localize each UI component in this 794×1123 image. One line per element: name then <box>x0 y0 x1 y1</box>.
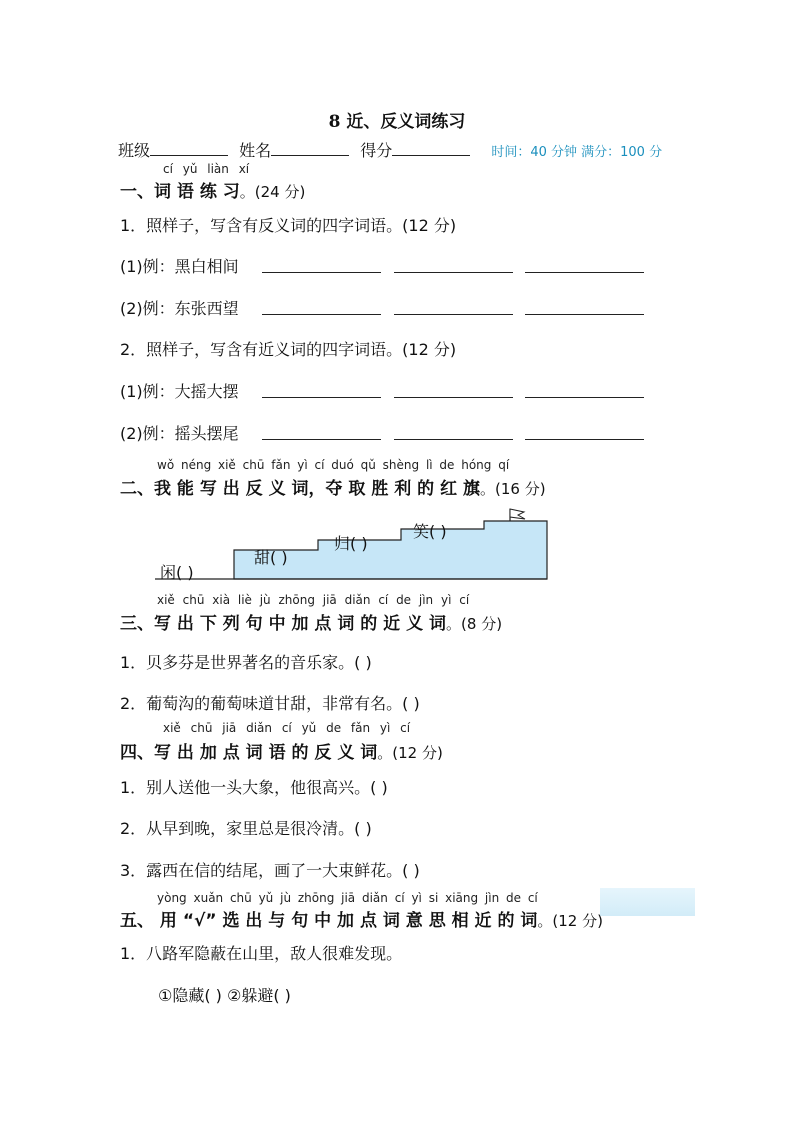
s3-pinyin: xiě chū xià liè jù zhōng jiā diǎn cí de jìn yì cí <box>157 593 470 607</box>
s3-q2[interactable]: 2．葡萄沟的葡萄味道甘甜，非常有名。( ) <box>120 694 420 713</box>
time-info: 时间：40 分钟 满分：100 分 <box>491 145 663 160</box>
s1-q2: 2．照样子，写含有近义词的四字词语。(12 分) <box>120 340 457 359</box>
answer-line[interactable] <box>262 272 381 273</box>
s2-pinyin: wǒ néng xiě chū fǎn yì cí duó qǔ shèng lì de hóng qí <box>157 458 510 472</box>
s5-score: 。(12 分) <box>537 912 603 930</box>
s1-q1a: (1)例：黑白相间 <box>120 257 239 276</box>
answer-line[interactable] <box>262 397 381 398</box>
s4-q2[interactable]: 2．从早到晚，家里总是很冷清。( ) <box>120 819 372 838</box>
s4-heading-text: 四、写 出 加 点 词 语 的 反 义 词 <box>120 743 378 763</box>
name-field[interactable] <box>271 141 349 156</box>
answer-line[interactable] <box>394 272 513 273</box>
answer-line[interactable] <box>525 272 644 273</box>
answer-line[interactable] <box>394 439 513 440</box>
answer-line[interactable] <box>525 397 644 398</box>
s1-q1b: (2)例：东张西望 <box>120 299 239 318</box>
s4-q1[interactable]: 1．别人送他一头大象，他很高兴。( ) <box>120 778 388 797</box>
score-label: 得分 <box>360 141 393 160</box>
s2-heading-text: 二、我 能 写 出 反 义 词，夺 取 胜 利 的 红 旗 <box>120 479 481 499</box>
s2-heading <box>120 474 546 499</box>
answer-line[interactable] <box>394 397 513 398</box>
step-3[interactable]: 归( ) <box>334 534 368 553</box>
s1-q2b: (2)例：摇头摆尾 <box>120 424 239 443</box>
s1-q2a: (1)例：大摇大摆 <box>120 382 239 401</box>
page-title: 8 近、反义词练习 <box>328 112 466 132</box>
score-field[interactable] <box>392 141 470 156</box>
step-2[interactable]: 甜( ) <box>254 548 288 567</box>
s3-heading-text: 三、写 出 下 列 句 中 加 点 词 的 近 义 词 <box>120 614 447 634</box>
answer-line[interactable] <box>262 314 381 315</box>
s5-heading <box>120 906 603 931</box>
s5-heading-text: 五、 用 “√” 选 出 与 句 中 加 点 词 意 思 相 近 的 词 <box>120 911 538 931</box>
s2-score: 。(16 分) <box>480 480 546 498</box>
s1-heading-text: 一、词 语 练 习 <box>120 182 240 202</box>
s1-heading <box>120 177 305 202</box>
s3-score: 。(8 分) <box>446 615 503 633</box>
s4-pinyin: xiě chū jiā diǎn cí yǔ de fǎn yì cí <box>163 721 411 735</box>
answer-line[interactable] <box>394 314 513 315</box>
answer-line[interactable] <box>525 439 644 440</box>
answer-line[interactable] <box>525 314 644 315</box>
s4-q3[interactable]: 3．露西在信的结尾，画了一大束鲜花。( ) <box>120 861 420 880</box>
s4-heading <box>120 738 443 763</box>
s3-q1[interactable]: 1．贝多芬是世界著名的音乐家。( ) <box>120 653 372 672</box>
decorative-wave <box>600 888 695 916</box>
s5-q1: 1．八路军隐蔽在山里，敌人很难发现。 <box>120 944 403 963</box>
exam-meta <box>118 138 662 161</box>
s1-score: 。(24 分) <box>239 183 306 201</box>
s4-score: 。(12 分) <box>377 744 443 762</box>
s5-options[interactable]: ①隐藏( ) ②躲避( ) <box>158 986 291 1005</box>
flag-icon <box>510 509 525 519</box>
step-1[interactable]: 闲( ) <box>160 563 194 582</box>
s5-pinyin: yòng xuǎn chū yǔ jù zhōng jiā diǎn cí yì si xiāng jìn de cí <box>157 891 538 905</box>
s1-pinyin: cí yǔ liàn xí <box>163 162 250 176</box>
class-field[interactable] <box>150 141 228 156</box>
answer-line[interactable] <box>262 439 381 440</box>
s3-heading <box>120 609 502 634</box>
s1-q1: 1．照样子，写含有反义词的四字词语。(12 分) <box>120 216 457 235</box>
step-4[interactable]: 笑( ) <box>413 522 447 541</box>
name-label: 姓名 <box>239 141 272 160</box>
class-label: 班级 <box>118 141 151 160</box>
